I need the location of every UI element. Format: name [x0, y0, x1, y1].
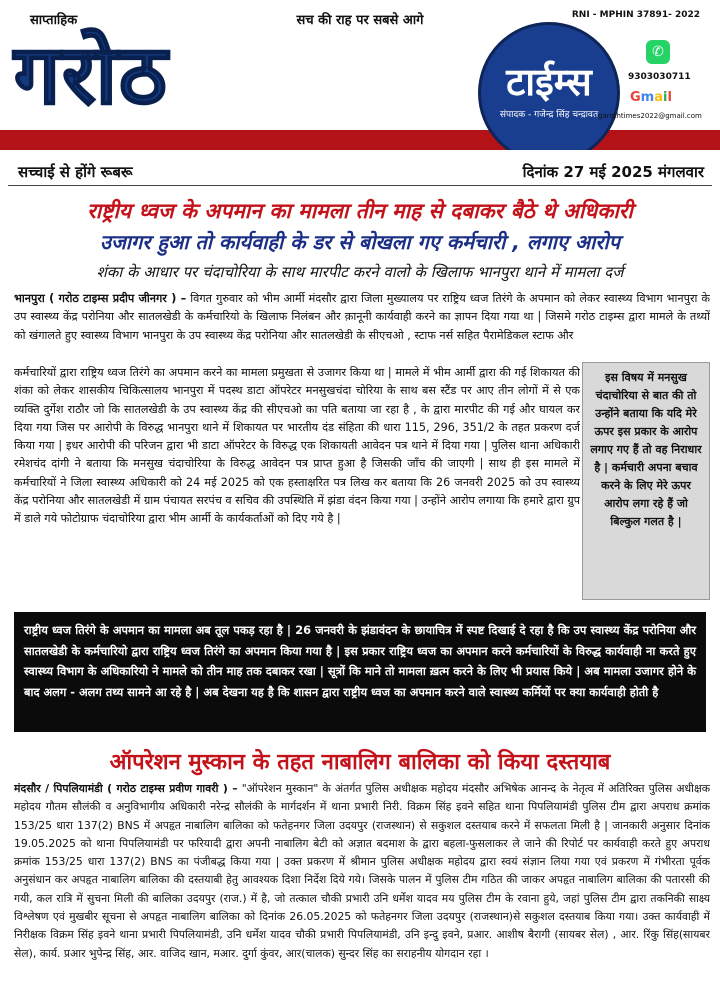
story1-body-column: [14, 364, 580, 602]
slogan: सच्चाई से होंगे रूबरू: [18, 163, 133, 181]
gmail-icon: Gmail: [630, 90, 672, 105]
story1-text-top: विगत गुरुवार को भीम आर्मी मंदसौर द्वारा जिला मुख्यालय पर राष्ट्रिय ध्वज तिरंगे के अपमान को लेकर स्वास्थ्य विभाग भानपुरा के उप स्वास्थ्य केंद्र परोनिया और सातलखेडी के कर्मचारियो के खिलाफ निलंबन और क़ानूनी कार्यवाही करने का ज्ञापन दिया गया था | जिसमे गरोठ टाइम्स द्वारा मामले के तथ्यों को खंगालते हुए स्वास्थ्य विभाग भानपुरा के उप स्वास्थ्य केंद्र परोनिया और सातलखेडी के सीएचओ , स्टाफ नर्स सहित पैरामेडिकल स्टाफ और: [14, 292, 710, 342]
story2-body: [14, 780, 710, 1002]
tagline: सच की राह पर सबसे आगे: [296, 13, 424, 28]
story2-byline: मंदसौर / पिपलियामंडी ( गरोठ टाइम्स प्रवीण गावरी ) –: [14, 782, 238, 795]
phone-number: 9303030711: [628, 72, 691, 82]
summary-box: राष्ट्रीय ध्वज तिरंगे के अपमान का मामला अब तूल पकड़ रहा है | 26 जनवरी के झंडावंदन के छायाचित्र में स्पष्ट दिखाई दे रहा है कि उप स्वास्थ्य केंद्र परोनिया और सातलखेडी के कर्मचारियो द्वारा राष्ट्रिय ध्वज तिरंगे का अपमान किया गया है | इस प्रकार राष्ट्रिय ध्वज का अपमान करने कर्मचारियों के विरुद्ध कार्यवाही ना करते हुए स्वास्थ्य विभाग के अधिकारियो ने मामले को तीन माह तक दबाकर रखा | सूत्रों कि माने तो मामला ख़त्म करने के लिए भी प्रयास किये | अब मामला उजागर होने के बाद अलग - अलग तथ्य सामने आ रहे है | अब देखना यह है कि शासन द्वारा राष्ट्रीय ध्वज का अपमान करने वाले स्वास्थ्य कर्मियों पर क्या कार्यवाही होती है: [14, 612, 706, 732]
weekly-label: साप्ताहिक: [30, 13, 78, 28]
newspaper-title: गरोठ: [14, 28, 169, 123]
story1-byline: भानपुरा ( गरोठ टाइम्स प्रदीप जीनगर ) –: [14, 292, 187, 305]
headline-employees-allegation: उजागर हुआ तो कार्यवाही के डर से बोखला गए कर्मचारी , लगाए आरोप: [99, 230, 620, 254]
issue-date: दिनांक 27 मई 2025 मंगलवार: [522, 163, 704, 181]
email-address: garothtimes2022@gmail.com: [598, 112, 702, 120]
masthead: [0, 0, 720, 150]
dateline: [8, 160, 712, 186]
quote-box: इस विषय में मनसुख चंदाचोरिया से बात की तो उन्होंने बताया कि यदि मेरे ऊपर इस प्रकार के आरोप लगाए गए हैं तो वह निराधार है | कर्मचारी अपना बचाव करने के लिए मेरे ऊपर आरोप लगा रहे हैं जो बिल्कुल गलत है |: [582, 362, 710, 600]
whatsapp-icon: ✆: [646, 40, 670, 64]
story1-body-top: [14, 290, 710, 364]
subheadline-case-registered: शंका के आधार पर चंदाचोरिया के साथ मारपीट करने वालो के खिलाफ भानपुरा थाने में मामला दर्ज: [96, 263, 624, 281]
headline-operation-muskan: ऑपरेशन मुस्कान के तहत नाबालिग बालिका को किया दस्तयाब: [109, 750, 611, 775]
editor-line: संपादक - गजेन्द्र सिंह चन्द्रावत: [499, 110, 599, 120]
story2-text: "ऑपरेशन मुस्कान" के अंतर्गत पुलिस अधीक्षक महोदय मंदसौर अभिषेक आनन्द के नेतृत्व में अतिरिक्त पुलिस अधीक्षक महोदय गौतम सौलंकी व अनुविभागीय अधिकारी नरेन्द्र सौलंकी के मार्गदर्शन में थाना प्रभारी निरी. विक्रम सिंह इवने सहित थाना पिपलियामंडी पुलिस टीम द्वारा अपराध क्रमांक 153/25 धारा 137(2) BNS में अपहृत नाबालिग बालिका को फतेहनगर जिला उदयपुर (राजस्थान) से सकुशल दस्तयाब करने में सफलता मिली है | जानकारी अनुसार दिनांक 19.05.2025 को थाना पिपलियामंडी पर फरियादी द्वारा अपनी नाबालिग बेटी को अज्ञात बदमाश के द्वारा बहला-फुसलाकर ले जाने की रिपोर्ट पर कार्यवाही करते हुए अपराध क्रमांक 153/25 धारा 137(2) BNS का पंजीबद्ध किया गया | उक्त प्रकरण में श्रीमान पुलिस अधीक्षक महोदय द्वारा स्वयं संज्ञान लिया गया एवं प्रकरण में गंभीरता पूर्वक अनुसंधान कर अपहृत नाबालिग बालिका की दस्तयाबी हेतु आवश्यक दिशा निर्देश दिये गये। जिसके पालन में पुलिस टीम गठित की जाकर अपहृत नाबालिग बालिका की पतारसी की गयी, कल रात्रि में सुचना मिली की बालिका उदयपुर (राज.) में है, जो तत्काल चौकी प्रभारी उनि धर्मेश यादव मय पुलिस टीम के रवाना हुये, जहां पुलिस टीम द्वारा तकनिकी साक्ष्य विश्लेषण एवं मुखबीर सूचना से अपहृत नाबालिग बालिका को दिनांक 26.05.2025 को फतेहनगर जिला उदयपुर (राजस्थान)से सकुशल दस्तयाब किया गया। उक्त कार्यवाही में निरीक्षक विक्रम सिंह इवने थाना प्रभारी पिपलियामंडी, उनि धर्मेश यादव चौकी प्रभारी पिपलियामंडी, उनि इन्दु इवने, प्रआर. आशीष बैरागी (सायबर सेल) , आर. रिंकु सिंह(सायबर सेल), कार्य. प्रआर भुपेन्द्र सिंह, आर. वाजिद खान, मआर. दुर्गा कुंवर, आर(चालक) सुन्दर सिंह का सराहनीय योगदान रहा ।: [14, 782, 710, 960]
contact-block: [598, 40, 718, 126]
newspaper-title-times: टाईम्स: [506, 60, 592, 104]
story1-text-rest: कर्मचारियों द्वारा राष्ट्रिय ध्वज तिरंगे का अपमान करने का मामला प्रमुखता से उजागर किया था | मामले में भीम आर्मी द्वारा की गई शिकायत की शंका को लेकर शासकीय चिकित्सालय भानपुरा में पदस्थ डाटा ऑपरेटर मनसुखचंदा चोरिया के साथ बस स्टैंड पर आए तीन लोगों में से एक व्यक्ति दुर्गेश राठौर जो कि सातलखेडी के उप स्वास्थ्य केंद्र की सीएचओ का पति बताया जा रहा है , के द्वारा मारपीट की गई और घायल कर दिया गया जिस पर आरोपी के विरुद्ध भानपुरा थाने में शिकायत पर भारतीय दंड संहिता की धारा 115, 296, 351/2 के तहत प्रकरण दर्ज किया गया | इधर आरोपी की परिजन द्वारा भी डाटा ऑपरेटर के विरुद्ध एक शिकायती आवेदन पत्र थाने में दिया गया | पुलिस थाना अधिकारी रमेशचंद दांगी ने बताया कि मनसुख चंदाचोरिया के विरुद्ध आवेदन पत्र प्राप्त हुआ है जिसकी जाँच की जाएगी | साथ ही इस मामले में कर्मचारियों ने जिला स्वास्थ्य अधिकारी को 24 मई 2025 को एक हस्ताक्षरित पत्र लिख कर बताया कि 26 जनवरी 2025 को उप स्वास्थ्य केंद्र परोनिया और सातलखेडी में ग्राम पंचायत सरपंच व सचिव की उपस्थिति में झंडा वंदन किया गया | उन्होंने आरोप लगाया कि हमारे द्वारा ग्रुप में डाले गये फोटोग्राफ चंदाचोरिया द्वारा भीम आर्मी के कार्यकर्ताओं को दिए गये है |: [14, 366, 580, 526]
red-bar: [0, 130, 720, 150]
headline-flag-insult: राष्ट्रीय ध्वज के अपमान का मामला तीन माह से दबाकर बैठे थे अधिकारी: [87, 199, 633, 223]
rni-number: RNI - MPHIN 37891- 2022: [571, 10, 700, 20]
